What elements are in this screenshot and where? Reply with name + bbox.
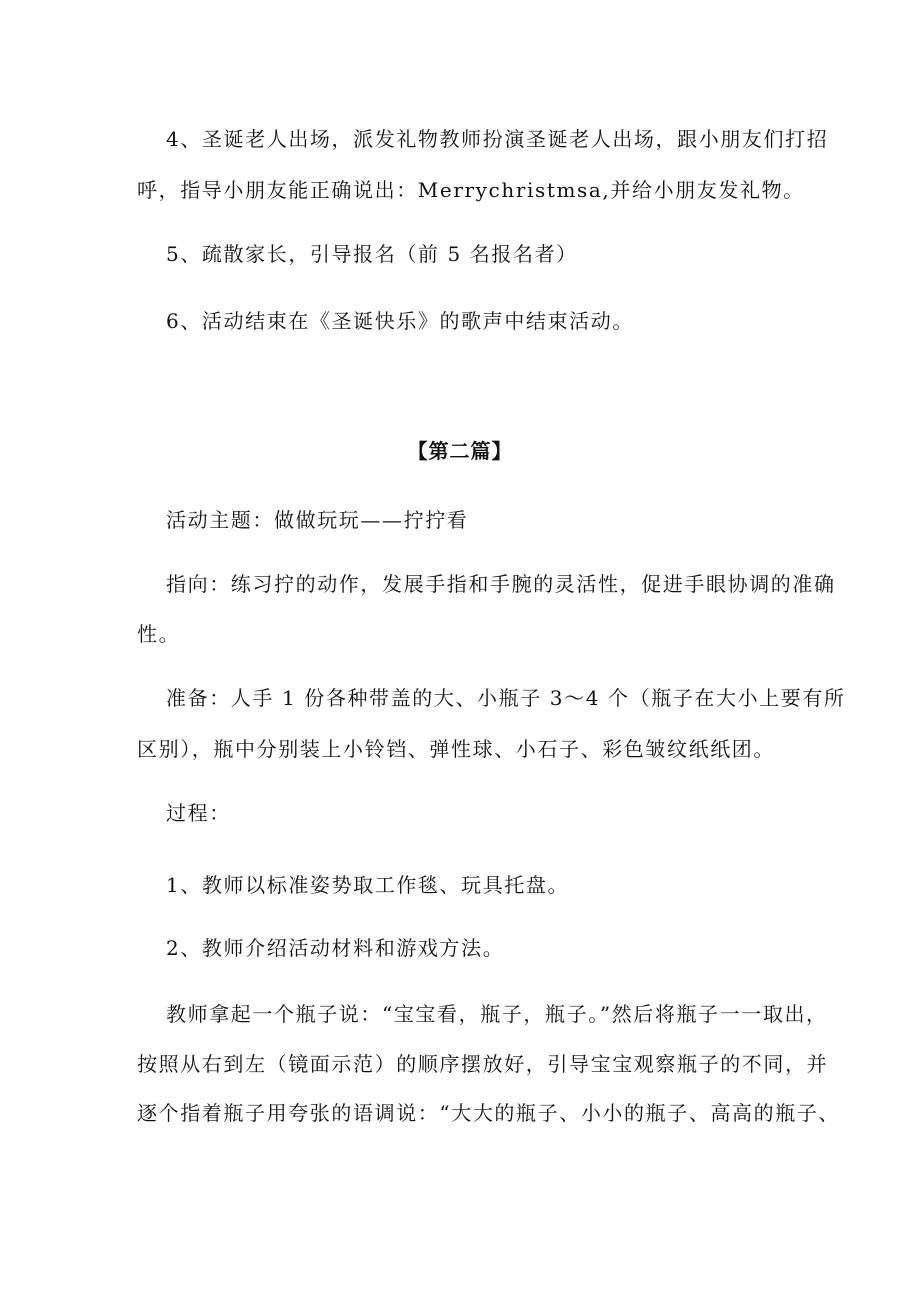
goal-line-1: 指向：练习拧的动作，发展手指和手腕的灵活性，促进手眼协调的准确 xyxy=(166,572,836,596)
goal-line-2: 性。 xyxy=(137,622,181,646)
process-label: 过程： xyxy=(166,801,231,825)
item-6: 6、活动结束在《圣诞快乐》的歌声中结束活动。 xyxy=(166,309,634,333)
paragraph-line-2: 按照从右到左（镜面示范）的顺序摆放好，引导宝宝观察瓶子的不同，并 xyxy=(137,1052,829,1076)
item-5: 5、疏散家长，引导报名（前 5 名报名者） xyxy=(166,242,578,266)
paragraph-line-1: 教师拿起一个瓶子说：“宝宝看，瓶子，瓶子。”然后将瓶子一一取出， xyxy=(166,1002,828,1026)
step-2: 2、教师介绍活动材料和游戏方法。 xyxy=(166,936,505,960)
preparation-line-2: 区别），瓶中分别装上小铃铛、弹性球、小石子、彩色皱纹纸纸团。 xyxy=(137,737,775,761)
item-4-line-1: 4、圣诞老人出场，派发礼物教师扮演圣诞老人出场，跟小朋友们打招 xyxy=(166,127,829,151)
section-heading: 【第二篇】 xyxy=(407,439,513,463)
activity-theme: 活动主题：做做玩玩——拧拧看 xyxy=(166,508,469,532)
paragraph-line-3: 逐个指着瓶子用夸张的语调说：“大大的瓶子、小小的瓶子、高高的瓶子、 xyxy=(137,1101,841,1125)
step-1: 1、教师以标准姿势取工作毯、玩具托盘。 xyxy=(166,873,570,897)
preparation-line-1: 准备：人手 1 份各种带盖的大、小瓶子 3～4 个（瓶子在大小上要有所 xyxy=(166,686,846,710)
item-4-line-2: 呼，指导小朋友能正确说出：Merrychristmsa,并给小朋友发礼物。 xyxy=(137,178,805,202)
